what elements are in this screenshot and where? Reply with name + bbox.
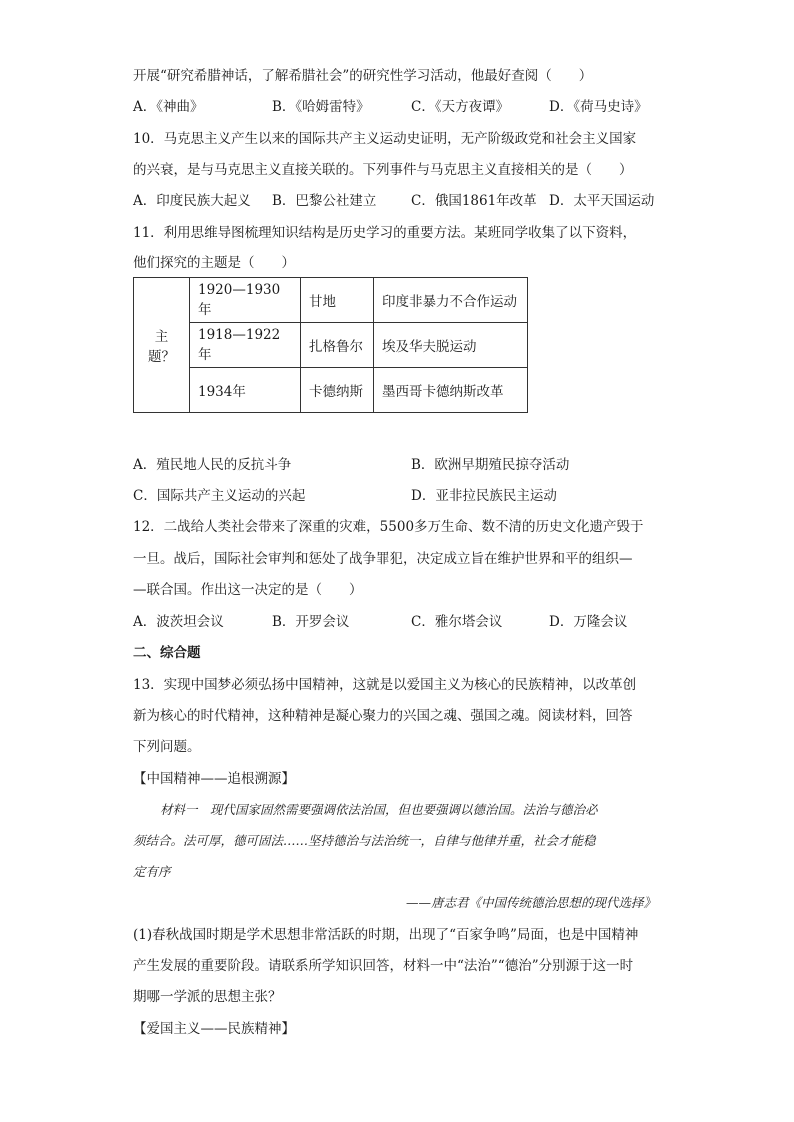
q9-option-d: D．《荷马史诗》	[549, 99, 648, 115]
q13-material1-line1: 材料一 现代国家固然需要强调依法治国，但也要强调以德治国。法治与德治必	[160, 802, 598, 817]
table-cell-event: 印度非暴力不合作运动	[374, 278, 528, 323]
q11-stem-line2: 他们探究的主题是（ ）	[133, 255, 295, 271]
table-cell-person: 扎格鲁尔	[301, 323, 374, 368]
q10-option-c: C．俄国1861年改革	[411, 193, 537, 209]
q10-option-b: B．巴黎公社建立	[272, 193, 377, 209]
q11-option-b: B．欧洲早期殖民掠夺活动	[411, 457, 570, 473]
q9-option-c: C．《天方夜谭》	[411, 99, 510, 115]
table-row	[134, 278, 528, 323]
q12-stem-line1: 12．二战给人类社会带来了深重的灾难，5500多万生命、数不清的历史文化遗产毁于	[133, 519, 644, 535]
q11-stem-line1: 11．利用思维导图梳理知识结构是历史学习的重要方法。某班同学收集了以下资料，	[133, 225, 637, 241]
q11-table	[133, 277, 528, 413]
q13-stem-line2: 新为核心的时代精神，这种精神是凝心聚力的兴国之魂、强国之魂。阅读材料，回答	[133, 708, 633, 724]
table-cell-year: 1934年	[190, 368, 301, 413]
q10-stem-line2: 的兴衰，是与马克思主义直接关联的。下列事件与马克思主义直接相关的是（ ）	[133, 162, 633, 178]
q10-stem-line1: 10．马克思主义产生以来的国际共产主义运动史证明，无产阶级政党和社会主义国家	[133, 131, 637, 147]
q11-option-c: C．国际共产主义运动的兴起	[133, 488, 306, 504]
q13-material1-line2: 须结合。法可厚，德可固法……坚持德治与法治统一，自律与他律并重，社会才能稳	[133, 833, 596, 848]
table-row	[134, 368, 528, 413]
q13-stem-line3: 下列问题。	[133, 739, 201, 755]
q12-option-d: D．万隆会议	[549, 614, 628, 630]
q10-option-a: A．印度民族大起义	[133, 193, 251, 209]
q11-option-d: D．亚非拉民族民主运动	[411, 488, 557, 504]
table-cell-event: 墨西哥卡德纳斯改革	[374, 368, 528, 413]
q13-sub1-line2: 产生发展的重要阶段。请联系所学知识回答，材料一中“法治”“德治”分别源于这一时	[133, 958, 634, 974]
q13-sub1-line3: 期哪一学派的思想主张？	[133, 989, 282, 1005]
q13-sub1-line1: (1)春秋战国时期是学术思想非常活跃的时期，出现了“百家争鸣”局面，也是中国精神	[133, 927, 639, 943]
table-cell-person: 甘地	[301, 278, 374, 323]
table-row	[134, 323, 528, 368]
table-cell-person: 卡德纳斯	[301, 368, 374, 413]
q11-option-a: A．殖民地人民的反抗斗争	[133, 457, 292, 473]
q13-heading-1: 【中国精神——追根溯源】	[133, 771, 295, 787]
q9-option-a: A．《神曲》	[133, 99, 204, 115]
q9-option-b: B．《哈姆雷特》	[272, 99, 370, 115]
q12-stem-line2: 一旦。战后，国际社会审判和惩处了战争罪犯，决定成立旨在维护世界和平的组织—	[133, 551, 633, 567]
table-cell-year: 1918—1922年	[190, 323, 301, 368]
q13-material1-line3: 定有序	[133, 864, 171, 879]
q13-source-1: ——唐志君《中国传统德治思想的现代选择》	[405, 895, 656, 910]
q12-option-a: A．波茨坦会议	[133, 614, 224, 630]
table-cell-event: 埃及华夫脱运动	[374, 323, 528, 368]
q13-stem-line1: 13．实现中国梦必须弘扬中国精神，这就是以爱国主义为核心的民族精神，以改革创	[133, 677, 637, 693]
table-theme-cell: 主题？	[134, 278, 190, 413]
q9-stem: 开展“研究希腊神话，了解希腊社会”的研究性学习活动，他最好查阅（ ）	[133, 68, 593, 84]
q12-option-b: B．开罗会议	[272, 614, 350, 630]
table-cell-year: 1920—1930年	[190, 278, 301, 323]
q12-option-c: C．雅尔塔会议	[411, 614, 503, 630]
q13-heading-2: 【爱国主义——民族精神】	[133, 1021, 295, 1037]
q12-stem-line3: —联合国。作出这一决定的是（ ）	[133, 582, 363, 598]
q10-option-d: D．太平天国运动	[549, 193, 655, 209]
section-title: 二、综合题	[133, 645, 201, 661]
